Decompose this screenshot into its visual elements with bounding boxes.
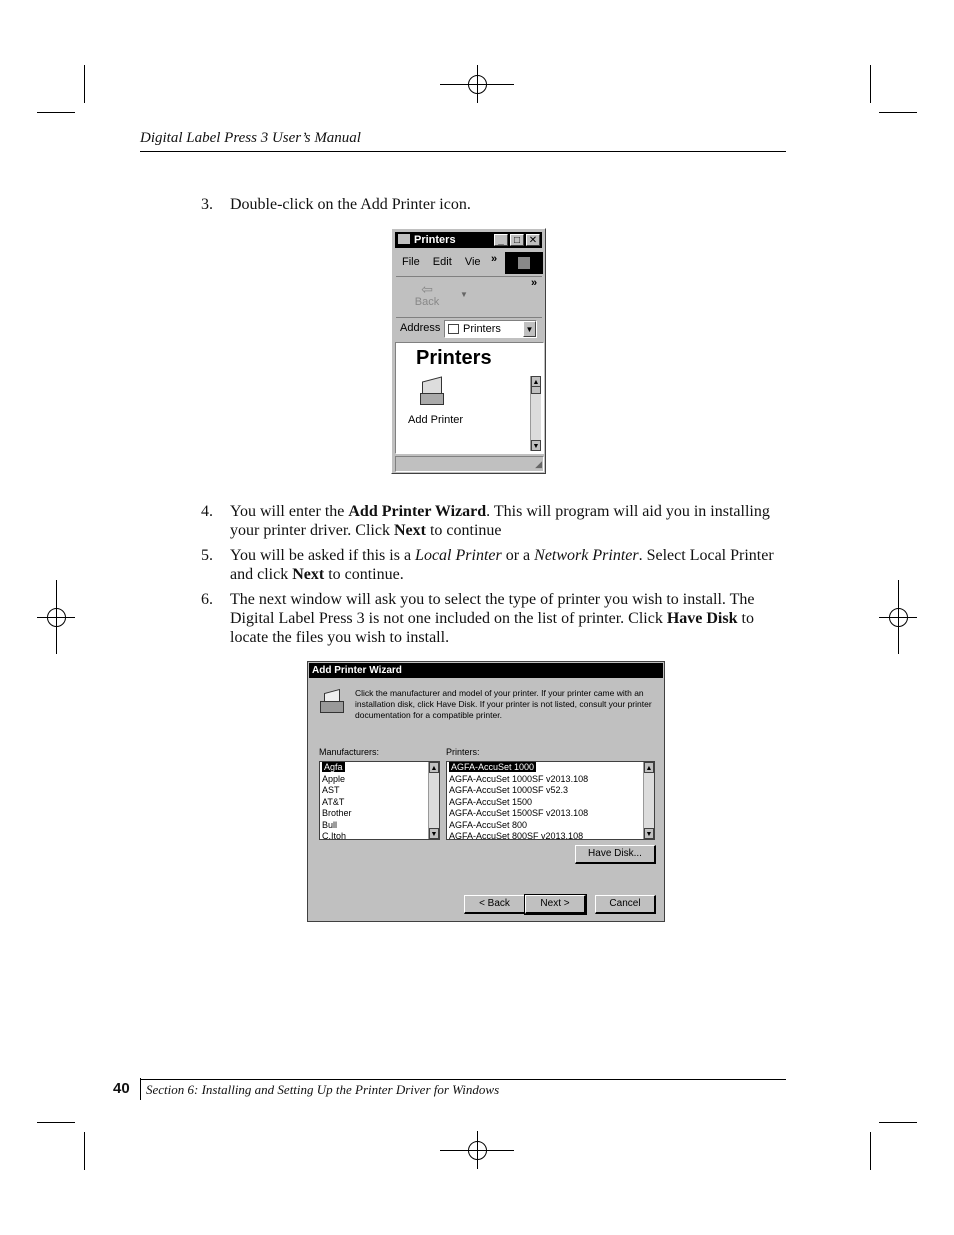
manufacturer-item[interactable]: Bull <box>322 819 338 830</box>
add-printer-icon[interactable] <box>418 377 446 407</box>
manufacturer-item[interactable]: AT&T <box>322 796 345 807</box>
minimize-button[interactable]: _ <box>494 234 508 246</box>
step-text-part: . Select Local Printer and click <box>230 547 774 583</box>
printers-folder-icon <box>398 234 410 244</box>
toolbar-divider <box>396 276 542 277</box>
step-text-part: to continue. <box>324 566 404 583</box>
step-text <box>230 546 775 584</box>
scroll-down-icon[interactable]: ▼ <box>531 440 541 451</box>
step-italic: Network Printer <box>534 547 639 564</box>
address-dropdown-icon[interactable]: ▼ <box>523 321 536 337</box>
windows-logo-icon <box>505 252 543 274</box>
back-button[interactable] <box>414 282 440 308</box>
step-text-part: You will be asked if this is a <box>230 547 416 564</box>
running-header: Digital Label Press 3 User’s Manual <box>140 130 361 146</box>
status-bar <box>395 456 544 472</box>
address-value: Printers <box>463 323 501 335</box>
wizard-titlebar: Add Printer Wizard <box>309 663 663 678</box>
have-disk-button[interactable]: Have Disk... <box>575 845 656 864</box>
manufacturer-item[interactable]: Agfa <box>324 762 343 772</box>
manufacturer-item[interactable]: Brother <box>322 808 352 818</box>
step-number: 3. <box>201 196 213 213</box>
add-printer-label[interactable]: Add Printer <box>408 414 464 426</box>
menu-edit[interactable]: Edit <box>432 256 452 268</box>
printer-item[interactable]: AGFA-AccuSet 1000 <box>451 762 535 772</box>
scroll-down-icon[interactable]: ▼ <box>644 828 654 839</box>
printer-item[interactable]: AGFA-AccuSet 800 <box>449 819 528 830</box>
manufacturers-label: Manufacturers: <box>319 747 380 757</box>
step-3 <box>201 195 801 215</box>
step-text-part: You will enter the <box>230 503 349 520</box>
step-number: 5. <box>201 547 213 564</box>
toolbar-chevron-icon[interactable]: » <box>531 277 538 289</box>
address-label: Address <box>400 322 441 334</box>
printers-folder-icon <box>448 324 459 334</box>
step-number: 6. <box>201 591 213 608</box>
add-printer-wizard <box>307 661 665 922</box>
manufacturer-item[interactable]: C.Itoh <box>322 831 347 840</box>
footer-section: Section 6: Installing and Setting Up the Printer Driver for Windows <box>146 1082 500 1097</box>
printers-scrollbar[interactable] <box>643 762 654 839</box>
menu-chevron-icon[interactable]: » <box>491 253 498 265</box>
step-text-part: or a <box>501 547 535 564</box>
header-rule <box>140 151 786 152</box>
step-bold: Next <box>393 522 426 539</box>
scroll-down-icon[interactable]: ▼ <box>429 828 439 839</box>
step-text-part: to locate the files you wish to install. <box>230 610 754 646</box>
printers-list[interactable] <box>446 761 655 840</box>
scroll-thumb[interactable] <box>531 387 541 394</box>
back-button[interactable]: < Back <box>464 895 526 914</box>
manufacturers-list[interactable] <box>319 761 440 840</box>
step-text-part: to continue <box>425 522 502 539</box>
cancel-button[interactable]: Cancel <box>595 895 656 914</box>
menu-view[interactable]: Vie <box>464 256 481 268</box>
manufacturer-item[interactable]: AST <box>322 785 340 795</box>
back-label: Back <box>414 296 440 308</box>
manufacturers-scrollbar[interactable] <box>428 762 439 839</box>
printer-item[interactable]: AGFA-AccuSet 1500SF v2013.108 <box>449 808 589 818</box>
wizard-instructions: Click the manufacturer and model of your printer. If your printer came with an installation disk, click Have Disk. If your printer is not listed, consult your printer documentation for a compatible printer. <box>355 688 652 720</box>
footer-divider <box>140 1078 141 1100</box>
step-5 <box>201 546 801 586</box>
printer-item[interactable]: AGFA-AccuSet 1000SF v2013.108 <box>449 773 589 784</box>
step-text-part: . This will program will aid you in installing your printer driver. Click <box>230 503 770 539</box>
page-number: 40 <box>113 1080 130 1097</box>
step-text-part: The next window will ask you to select the type of printer you wish to install. The Digital Label Press 3 is not one included on the list of printer. Click <box>230 591 755 627</box>
step-6 <box>201 590 801 650</box>
menu-file[interactable]: File <box>402 256 420 268</box>
printers-label: Printers: <box>446 747 480 757</box>
step-text <box>230 502 775 540</box>
footer-rule <box>140 1079 786 1080</box>
resize-grip-icon[interactable]: ◢ <box>535 459 542 469</box>
step-bold: Add Printer Wizard <box>348 503 487 520</box>
printer-item[interactable]: AGFA-AccuSet 1000SF v52.3 <box>449 785 569 795</box>
close-button[interactable]: ✕ <box>526 234 540 246</box>
scroll-up-icon[interactable]: ▲ <box>644 762 654 773</box>
back-dropdown-icon[interactable]: ▼ <box>460 290 468 299</box>
step-number: 4. <box>201 503 213 520</box>
printers-titlebar <box>395 232 542 248</box>
folder-view <box>395 342 544 454</box>
printer-icon <box>318 690 346 716</box>
printers-title: Printers <box>414 234 456 246</box>
scroll-up-icon[interactable]: ▲ <box>531 376 541 387</box>
step-bold: Have Disk <box>666 610 738 627</box>
printer-item[interactable]: AGFA-AccuSet 800SF v2013.108 <box>449 831 584 840</box>
back-arrow-icon: ⇦ <box>421 281 433 297</box>
step-4 <box>201 502 801 542</box>
maximize-button[interactable]: □ <box>510 234 524 246</box>
printer-item[interactable]: AGFA-AccuSet 1500 <box>449 796 533 807</box>
step-bold: Next <box>292 566 325 583</box>
next-button[interactable]: Next > <box>525 895 586 914</box>
menu-bar <box>402 253 498 268</box>
scroll-up-icon[interactable]: ▲ <box>429 762 439 773</box>
step-text <box>230 590 775 647</box>
folder-scrollbar[interactable] <box>530 376 541 451</box>
folder-heading: Printers <box>416 347 492 369</box>
manufacturer-item[interactable]: Apple <box>322 773 346 784</box>
printers-window <box>391 228 546 474</box>
address-field[interactable] <box>444 320 537 338</box>
step-italic: Local Printer <box>415 547 502 564</box>
step-text: Double-click on the Add Printer icon. <box>230 196 471 213</box>
address-divider <box>396 317 542 318</box>
